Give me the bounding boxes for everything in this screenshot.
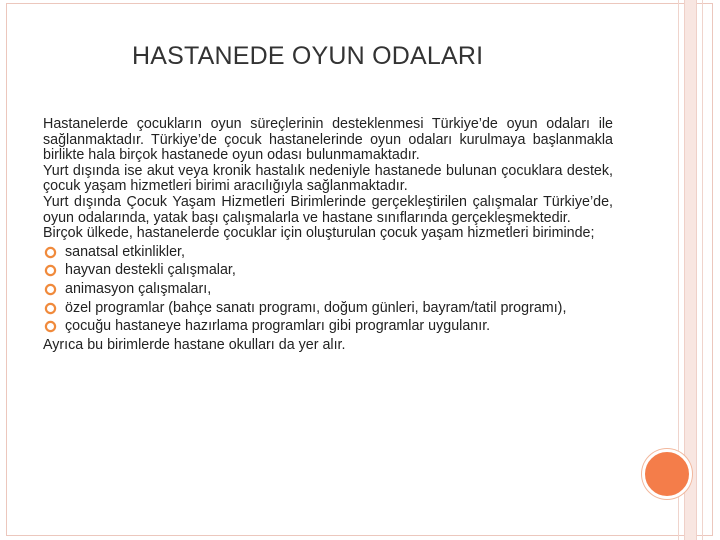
bullet-text: özel programlar (bahçe sanatı programı, doğum günleri, bayram/tatil programı), [65, 299, 567, 316]
orange-circle-decoration [642, 449, 692, 499]
bullet-text: sanatsal etkinlikler, [65, 243, 185, 260]
decor-stripe-right [702, 0, 703, 540]
closing-line: Ayrıca bu birimlerde hastane okulları da yer alır. [43, 336, 346, 353]
bullet-text: hayvan destekli çalışmalar, [65, 262, 236, 279]
bullet-text: animasyon çalışmaları, [65, 280, 212, 297]
circle-outline-bullet-icon [44, 320, 57, 333]
paragraph-4: Birçok ülkede, hastanelerde çocuklar için oluşturulan çocuk yaşam hizmetleri biriminde; [43, 225, 595, 242]
bullet-item [43, 282, 613, 298]
circle-outline-bullet-icon [44, 264, 57, 277]
bullet-item [43, 263, 613, 279]
circle-outline-bullet-icon [44, 302, 57, 315]
bullet-item [43, 245, 613, 261]
slide-title: HASTANEDE OYUN ODALARI [132, 42, 484, 70]
paragraph-1: Hastanelerde çocukların oyun süreçlerinin desteklenmesi Türkiye’de oyun odaları ile sağlanmaktadır. Türkiye’de çocuk hastanelerinde oyun odaları kurulmaya başlanmakla birlikte hala birçok hastanede oyun odası bulunmamaktadır. [43, 116, 613, 164]
circle-outline-bullet-icon [44, 246, 57, 259]
bullet-text: çocuğu hastaneye hazırlama programları gibi programlar uygulanır. [65, 318, 491, 335]
circle-outline-bullet-icon [44, 283, 57, 296]
paragraph-3: Yurt dışında Çocuk Yaşam Hizmetleri Birimlerinde gerçekleştirilen çalışmalar Türkiye’de, oyun odalarında, yatak başı çalışmalarla ve hastane sınıflarında gerçekleşmektedir. [43, 193, 613, 226]
bullet-item [43, 319, 613, 335]
slide-body [43, 117, 613, 353]
bullet-item [43, 301, 613, 317]
paragraph-2: Yurt dışında ise akut veya kronik hastalık nedeniyle hastanede bulunan çocuklara destek, çocuk yaşam hizmetleri birimi aracılığıyla sağlanmaktadır. [43, 162, 613, 195]
